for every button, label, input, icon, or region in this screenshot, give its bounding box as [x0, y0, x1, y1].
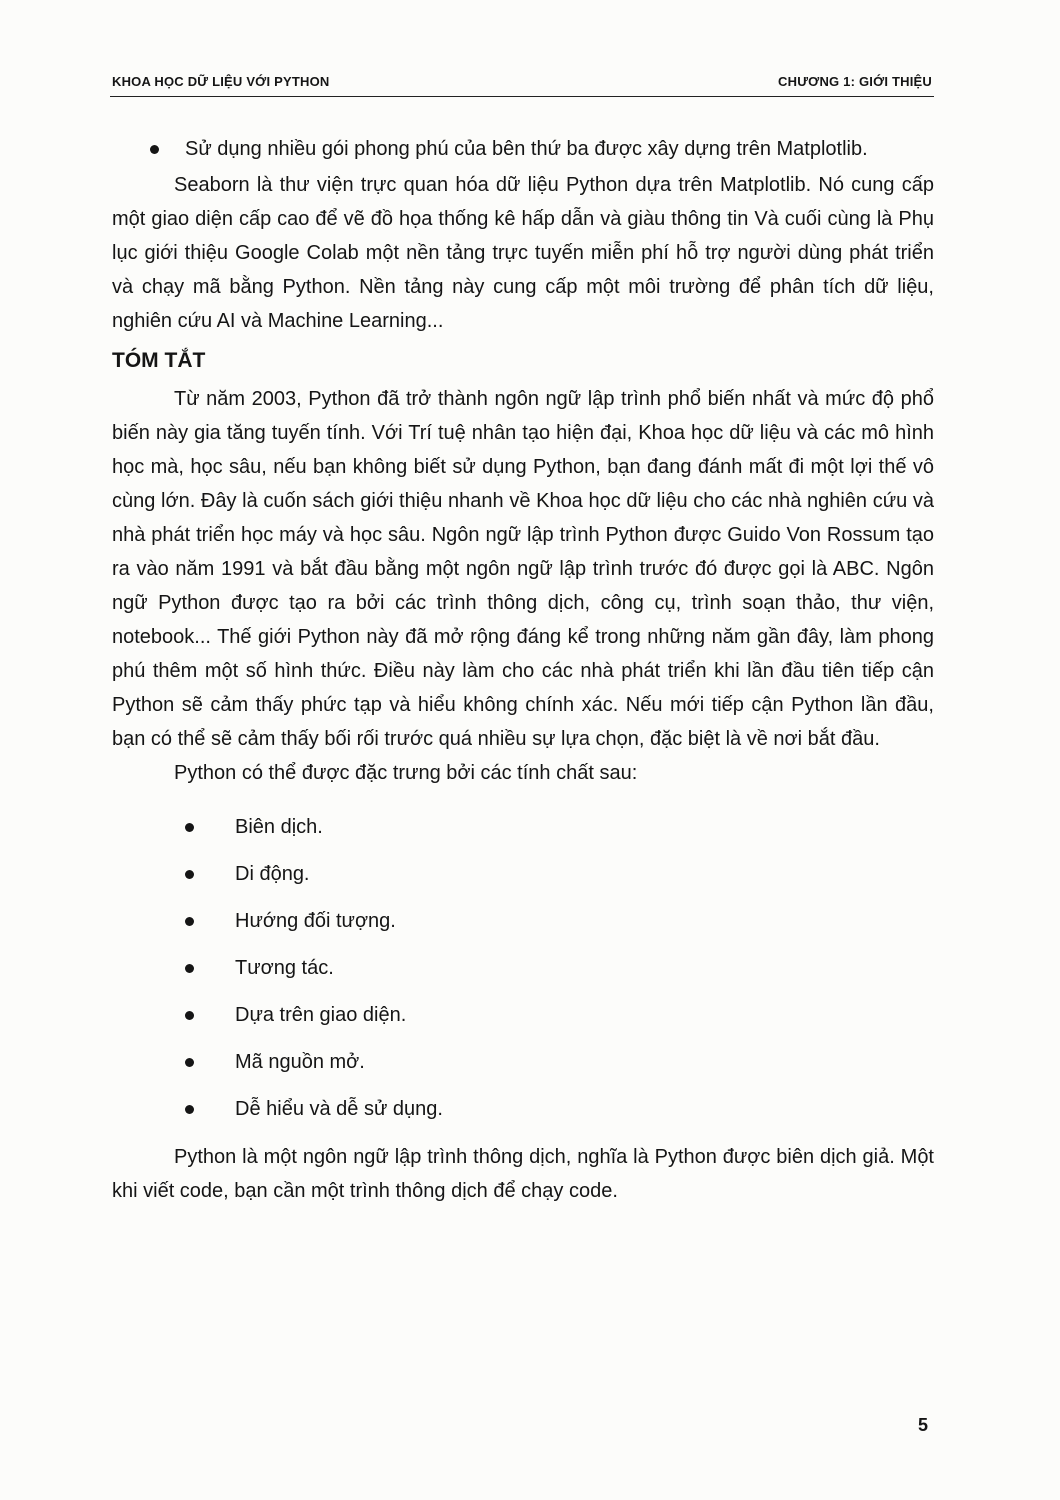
list-item [185, 810, 934, 844]
bullet-icon [185, 870, 194, 879]
list-item [112, 132, 934, 166]
running-header-right: CHƯƠNG 1: GIỚI THIỆU [778, 74, 932, 89]
list-item [185, 904, 934, 938]
bullet-icon [185, 1011, 194, 1020]
list-item [185, 951, 934, 985]
paragraph-properties-intro: Python có thể được đặc trưng bởi các tính chất sau: [174, 762, 638, 784]
bullet-icon [185, 964, 194, 973]
list-item-text: Dựa trên giao diện. [235, 1004, 407, 1026]
list-item-text: Tương tác. [235, 957, 334, 979]
list-item-text: Hướng đối tượng. [235, 910, 396, 932]
list-item [185, 1092, 934, 1126]
list-item [185, 857, 934, 891]
section-heading-summary: TÓM TẮT [112, 349, 206, 372]
list-item-text: Dễ hiểu và dễ sử dụng. [235, 1098, 443, 1120]
bullet-icon [185, 823, 194, 832]
list-item-text: Di động. [235, 863, 310, 885]
page-footer [918, 1415, 928, 1436]
header-rule [110, 96, 934, 97]
page-body [112, 132, 934, 1208]
list-item [185, 1045, 934, 1079]
paragraph-summary: Từ năm 2003, Python đã trở thành ngôn ngữ lập trình phổ biến nhất và mức độ phổ biến này gia tăng tuyến tính. Với Trí tuệ nhân tạo hiện đại, Khoa học dữ liệu và các mô hình học mà, học sâu, nếu bạn không biết sử dụng Python, bạn đang đánh mất đi một lợi thế vô cùng lớn. Đây là cuốn sách giới thiệu nhanh về Khoa học dữ liệu cho các nhà nghiên cứu và nhà phát triển học máy và học sâu. Ngôn ngữ lập trình Python được Guido Von Rossum tạo ra vào năm 1991 và bắt đầu bằng một ngôn ngữ lập trình trước đó được gọi là ABC. Ngôn ngữ Python được tạo ra bởi các trình thông dịch, công cụ, trình soạn thảo, thư viện, notebook... Thế giới Python này đã mở rộng đáng kể trong những năm gần đây, làm phong phú thêm một số hình thức. Điều này làm cho các nhà phát triển khi lần đầu tiên tiếp cận Python sẽ cảm thấy phức tạp và hiểu không chính xác. Nếu mới tiếp cận Python lần đầu, bạn có thể sẽ cảm thấy bối rối trước quá nhiều sự lựa chọn, đặc biệt là về nơi bắt đầu. [112, 388, 934, 750]
bullet-icon [185, 917, 194, 926]
list-item [185, 998, 934, 1032]
paragraph-seaborn: Seaborn là thư viện trực quan hóa dữ liệu Python dựa trên Matplotlib. Nó cung cấp một giao diện cấp cao để vẽ đồ họa thống kê hấp dẫn và giàu thông tin Và cuối cùng là Phụ lục giới thiệu Google Colab một nền tảng trực tuyến miễn phí hỗ trợ người dùng phát triển và chạy mã bằng Python. Nền tảng này cung cấp một môi trường để phân tích dữ liệu, nghiên cứu AI và Machine Learning... [112, 174, 934, 332]
bullet-icon [185, 1105, 194, 1114]
list-item-text: Sử dụng nhiều gói phong phú của bên thứ ba được xây dựng trên Matplotlib. [185, 138, 868, 160]
bullet-icon [185, 1058, 194, 1067]
bullet-icon [150, 145, 159, 154]
list-item-text: Biên dịch. [235, 816, 323, 838]
page-number: 5 [917, 1415, 928, 1435]
page-header [112, 74, 932, 89]
list-item-text: Mã nguồn mở. [235, 1051, 365, 1073]
running-header-left: KHOA HỌC DỮ LIỆU VỚI PYTHON [112, 74, 330, 89]
properties-list [112, 810, 934, 1126]
paragraph-final: Python là một ngôn ngữ lập trình thông dịch, nghĩa là Python được biên dịch giả. Một khi viết code, bạn cần một trình thông dịch để chạy code. [112, 1146, 934, 1202]
